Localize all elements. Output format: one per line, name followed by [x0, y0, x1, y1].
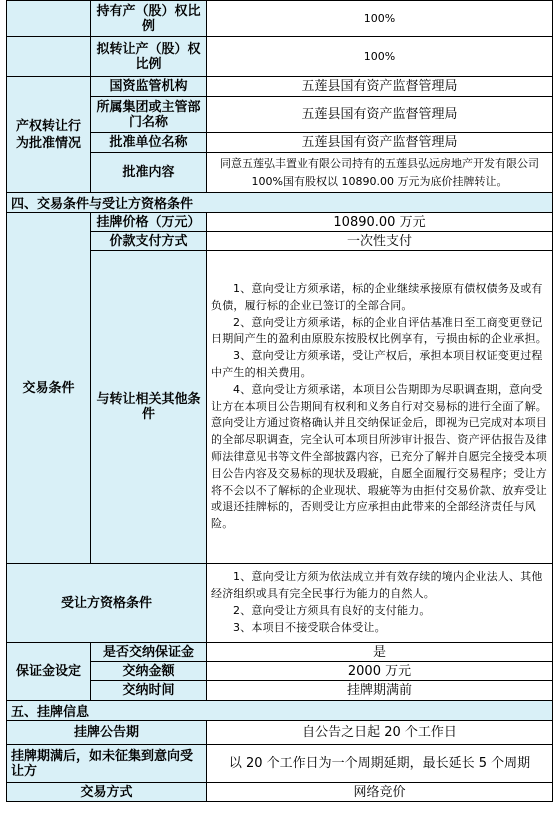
qualification-label: 受让方资格条件: [7, 564, 207, 643]
payment-label: 价款支付方式: [91, 232, 207, 251]
qualification-paragraph-3: 3、本项目不接受联合体受让。: [233, 620, 386, 634]
transfer-ratio-row: [7, 37, 553, 77]
deposit-required-value: 是: [207, 643, 553, 662]
group-dept-label: 所属集团或主管部门名称: [91, 97, 207, 133]
price-label: 挂牌价格（万元）: [91, 213, 207, 232]
section-4-title: 四、交易条件与受让方资格条件: [7, 193, 553, 213]
approver-value: 五莲县国有资产监督管理局: [207, 133, 553, 153]
approver-label: 批准单位名称: [91, 133, 207, 153]
held-ratio-row: [7, 1, 553, 37]
condition-paragraph-4: 4、意向受让方须承诺，本项目公告期即为尽职调查期，意向受让方在本项目公告期间有权利和义务自行对交易标的进行全面了解。意向受让方通过资格确认并且交纳保证金后，即视为已完成对本项目的全部尽职调查，完全认可本项目所涉审计报告、资产评估报告及律师法律意见书等文件全部披露内容，已充分了解并自愿完全接受本项目公告内容及交易标的现状及瑕疵，自愿全面履行交易程序；受让方将不会以不了解标的企业现状、瑕疵等为由拒付交易价款、放弃受让或退还挂牌标的，否则受让方应承担由此带来的全部经济责任与风险。: [211, 382, 547, 531]
price-row: [7, 213, 553, 232]
regulator-value: 五莲县国有资产监督管理局: [207, 77, 553, 97]
transfer-ratio-label: 拟转让产（股）权比例: [91, 37, 207, 77]
ratio-section-cell: [7, 1, 91, 37]
qualification-paragraph-1: 1、意向受让方须为依法成立并有效存续的境内企业法人、其他经济组织或具有完全民事行为能力的自然人。: [211, 570, 543, 601]
payment-value: 一次性支付: [207, 232, 553, 251]
transfer-ratio-value: 100%: [207, 37, 553, 77]
listing-expiry-label: 挂牌期满后，如未征集到意向受让方: [7, 745, 207, 783]
listing-expiry-row: [7, 745, 553, 783]
regulator-label: 国资监管机构: [91, 77, 207, 97]
approval-content-value: 同意五莲弘丰置业有限公司持有的五莲县弘远房地产开发有限公司 100%国有股权以 10890.00 万元为底价挂牌转让。: [207, 153, 553, 193]
listing-period-row: [7, 721, 553, 745]
section-4-row: [7, 193, 553, 213]
condition-paragraph-3: 3、意向受让方须承诺，受让产权后，承担本项目权证变更过程中产生的相关费用。: [211, 349, 543, 379]
listing-period-value: 自公告之日起 20 个工作日: [207, 721, 553, 745]
condition-paragraph-2: 2、意向受让方须承诺，标的企业自评估基准日至工商变更登记日期间产生的盈利由原股东按股权比例享有，亏损由标的企业承担。: [211, 315, 547, 346]
price-value: 10890.00 万元: [207, 213, 553, 232]
trade-method-value: 网络竞价: [207, 783, 553, 802]
qualification-row: [7, 564, 553, 643]
held-ratio-value: 100%: [207, 1, 553, 37]
condition-paragraph-1: 1、意向受让方须承诺，标的企业继续承接原有债权债务及或有负债，履行标的企业已签订的全部合同。: [211, 282, 543, 312]
qualification-body: [207, 564, 553, 643]
deposit-amount-label: 交纳金额: [91, 662, 207, 681]
section-5-row: [7, 701, 553, 721]
ratio-section-cell-2: [7, 37, 91, 77]
listing-info-table: [6, 0, 553, 802]
trade-method-label: 交易方式: [7, 783, 207, 802]
trade-section-label: 交易条件: [7, 213, 91, 564]
deposit-amount-value: 2000 万元: [207, 662, 553, 681]
deposit-row-1: [7, 643, 553, 662]
qualification-paragraph-2: 2、意向受让方须具有良好的支付能力。: [233, 604, 431, 617]
trade-method-row: [7, 783, 553, 802]
deposit-section-label: 保证金设定: [7, 643, 91, 701]
approval-content-label: 批准内容: [91, 153, 207, 193]
deposit-time-label: 交纳时间: [91, 681, 207, 701]
group-dept-value: 五莲县国有资产监督管理局: [207, 97, 553, 133]
held-ratio-label: 持有产（股）权比例: [91, 1, 207, 37]
other-conditions-body: [207, 251, 553, 564]
approval-row-1: [7, 77, 553, 97]
deposit-required-label: 是否交纳保证金: [91, 643, 207, 662]
listing-period-label: 挂牌公告期: [7, 721, 207, 745]
section-5-title: 五、挂牌信息: [7, 701, 553, 721]
listing-expiry-value: 以 20 个工作日为一个周期延期，最长延长 5 个周期: [207, 745, 553, 783]
approval-section-label: 产权转让行为批准情况: [7, 77, 91, 193]
other-conditions-label: 与转让相关其他条件: [91, 251, 207, 564]
deposit-time-value: 挂牌期满前: [207, 681, 553, 701]
